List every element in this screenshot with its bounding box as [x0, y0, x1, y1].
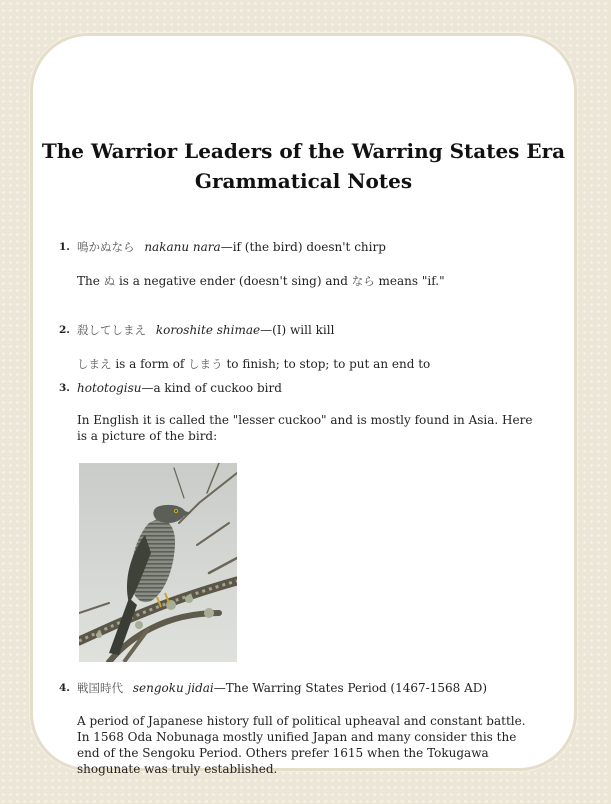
note-text-part: to finish; to stop; to put an end to [222, 357, 431, 371]
item-number: 3. [59, 382, 70, 394]
romaji-term: sengoku jidai [132, 681, 214, 695]
note-text-1 [77, 273, 539, 289]
gloss: —The Warring States Period (1467-1568 AD) [213, 681, 488, 695]
japanese-term: 鳴かぬなら [77, 240, 135, 254]
note-text-4: A period of Japanese history full of political upheaval and constant battle. In 1568 Oda Nobunaga mostly unified Japan and many consider this the end of the Sengoku Period. Others prefer 1615 when the Tokugawa shogunate was truly established. [77, 714, 526, 776]
item-number: 4. [59, 682, 70, 694]
note-japanese: しまう [188, 357, 223, 371]
item-heading [77, 239, 386, 255]
cuckoo-bird-photo [79, 463, 237, 662]
gloss: —if (the bird) doesn't chirp [220, 240, 386, 254]
note-text-part: is a negative ender (doesn't sing) and [115, 274, 352, 288]
note-text-part: is a form of [111, 357, 189, 371]
note-japanese: ぬ [103, 274, 116, 288]
romaji-term: hototogisu [77, 381, 142, 395]
japanese-term: 殺してしまえ [77, 323, 146, 337]
note-text-3: In English it is called the "lesser cuckoo" and is mostly found in Asia. Here is a picture of the bird: [77, 413, 533, 443]
title-line-1: The Warrior Leaders of the Warring States Era [41, 139, 566, 163]
note-text-part: The [77, 274, 104, 288]
page-title [30, 136, 577, 196]
note-text-part: means "if." [374, 274, 445, 288]
item-heading [77, 380, 282, 396]
romaji-term: nakanu nara [144, 240, 221, 254]
item-number: 2. [59, 324, 70, 336]
item-heading [77, 322, 334, 338]
title-line-2: Grammatical Notes [194, 169, 413, 193]
note-japanese: なら [351, 274, 375, 288]
item-heading [77, 680, 487, 696]
japanese-term: 戦国時代 [77, 681, 123, 695]
gloss: —(I) will kill [260, 323, 335, 337]
note-japanese: しまえ [77, 357, 112, 371]
romaji-term: koroshite shimae [155, 323, 261, 337]
item-number: 1. [59, 241, 70, 253]
gloss: —a kind of cuckoo bird [141, 381, 282, 395]
note-text-2 [77, 356, 539, 372]
